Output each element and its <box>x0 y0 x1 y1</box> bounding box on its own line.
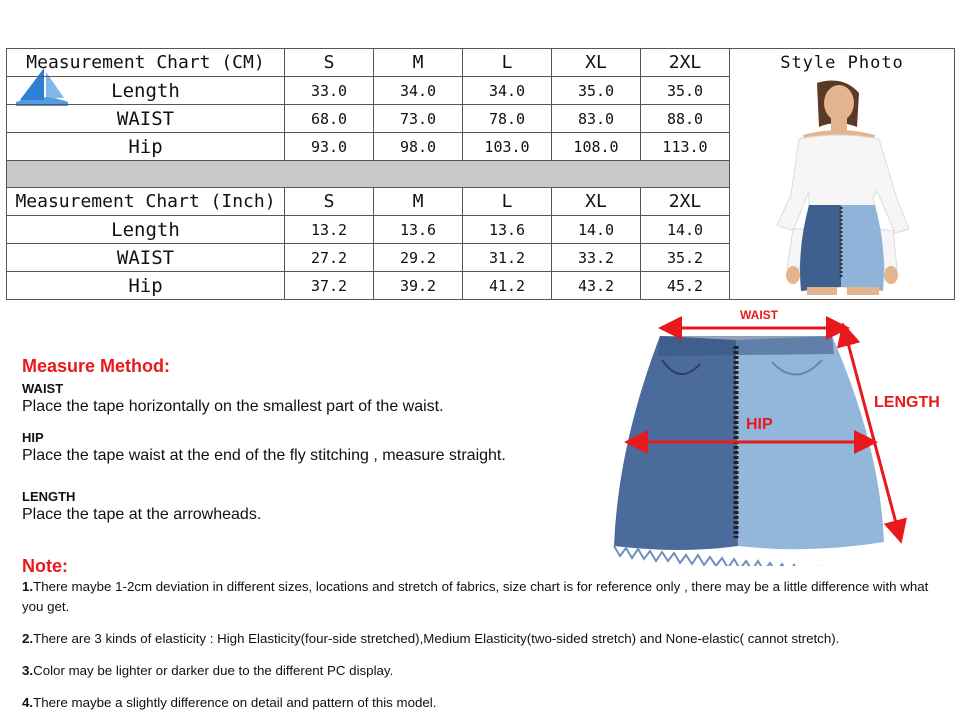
size-header: XL <box>552 188 641 216</box>
size-header: S <box>285 188 374 216</box>
length-label: LENGTH <box>874 394 940 411</box>
table-cell: 33.2 <box>552 244 641 272</box>
table-cell: 78.0 <box>463 105 552 133</box>
shorts-measure-diagram <box>600 306 960 566</box>
inch-chart-title: Measurement Chart (Inch) <box>7 188 285 216</box>
note-text: There are 3 kinds of elasticity : High Elasticity(four-side stretched),Medium Elasticity(two-sided stretch) and None-elastic( cannot stretch). <box>33 631 840 646</box>
note-text: There maybe 1-2cm deviation in different sizes, locations and stretch of fabrics, size chart is for reference only , there may be a little difference with what you get. <box>22 579 929 614</box>
note-text: Color may be lighter or darker due to the different PC display. <box>33 663 394 678</box>
note-number: 1. <box>22 579 34 594</box>
table-divider <box>7 161 730 188</box>
length-title: LENGTH <box>22 489 76 504</box>
size-header: M <box>374 188 463 216</box>
size-header: XL <box>552 49 641 77</box>
row-label: WAIST <box>7 105 285 133</box>
note-heading: Note: <box>22 556 68 576</box>
measure-method-heading: Measure Method: <box>22 356 171 376</box>
hip-title: HIP <box>22 430 44 445</box>
table-cell: 35.0 <box>641 77 730 105</box>
row-label: Hip <box>7 272 285 300</box>
hip-label: HIP <box>746 416 773 433</box>
table-cell: 34.0 <box>463 77 552 105</box>
waist-description: Place the tape horizontally on the smallest part of the waist. <box>22 398 444 415</box>
note-number: 3. <box>22 663 34 678</box>
hip-description: Place the tape waist at the end of the fly stitching , measure straight. <box>22 447 506 464</box>
measure-method-section <box>22 356 602 524</box>
size-header: S <box>285 49 374 77</box>
cm-chart-title: Measurement Chart (CM) <box>7 49 285 77</box>
table-cell: 13.6 <box>374 216 463 244</box>
table-cell: 93.0 <box>285 133 374 161</box>
table-cell: 68.0 <box>285 105 374 133</box>
table-cell: 73.0 <box>374 105 463 133</box>
row-label: Hip <box>7 133 285 161</box>
table-cell: 83.0 <box>552 105 641 133</box>
table-cell: 45.2 <box>641 272 730 300</box>
table-cell: 27.2 <box>285 244 374 272</box>
note-item <box>22 577 942 617</box>
size-header: 2XL <box>641 49 730 77</box>
note-number: 4. <box>22 695 34 710</box>
size-chart-table <box>6 48 955 300</box>
notes-section <box>22 556 942 713</box>
table-cell: 35.2 <box>641 244 730 272</box>
table-cell: 13.2 <box>285 216 374 244</box>
note-number: 2. <box>22 631 34 646</box>
table-cell: 113.0 <box>641 133 730 161</box>
table-cell: 35.0 <box>552 77 641 105</box>
table-cell: 98.0 <box>374 133 463 161</box>
note-item <box>22 693 942 713</box>
size-header: M <box>374 49 463 77</box>
length-description: Place the tape at the arrowheads. <box>22 506 262 523</box>
table-cell: 14.0 <box>641 216 730 244</box>
table-cell: 37.2 <box>285 272 374 300</box>
note-item <box>22 661 942 681</box>
model-photo <box>747 79 937 295</box>
size-header: L <box>463 188 552 216</box>
table-cell: 103.0 <box>463 133 552 161</box>
style-photo-cell <box>730 49 955 300</box>
table-cell: 13.6 <box>463 216 552 244</box>
note-item <box>22 629 942 649</box>
size-header: 2XL <box>641 188 730 216</box>
row-label: WAIST <box>7 244 285 272</box>
table-cell: 14.0 <box>552 216 641 244</box>
cm-header-row <box>7 49 955 77</box>
row-label: Length <box>7 216 285 244</box>
table-cell: 43.2 <box>552 272 641 300</box>
table-cell: 34.0 <box>374 77 463 105</box>
style-photo-label: Style Photo <box>780 53 904 73</box>
waist-title: WAIST <box>22 381 64 396</box>
model-photo-icon <box>747 79 937 295</box>
table-cell: 31.2 <box>463 244 552 272</box>
waist-label: WAIST <box>740 308 778 322</box>
row-label: Length <box>7 77 285 105</box>
table-cell: 29.2 <box>374 244 463 272</box>
table-cell: 41.2 <box>463 272 552 300</box>
table-cell: 88.0 <box>641 105 730 133</box>
table-cell: 39.2 <box>374 272 463 300</box>
note-text: There maybe a slightly difference on detail and pattern of this model. <box>33 695 437 710</box>
table-cell: 108.0 <box>552 133 641 161</box>
size-header: L <box>463 49 552 77</box>
table-cell: 33.0 <box>285 77 374 105</box>
